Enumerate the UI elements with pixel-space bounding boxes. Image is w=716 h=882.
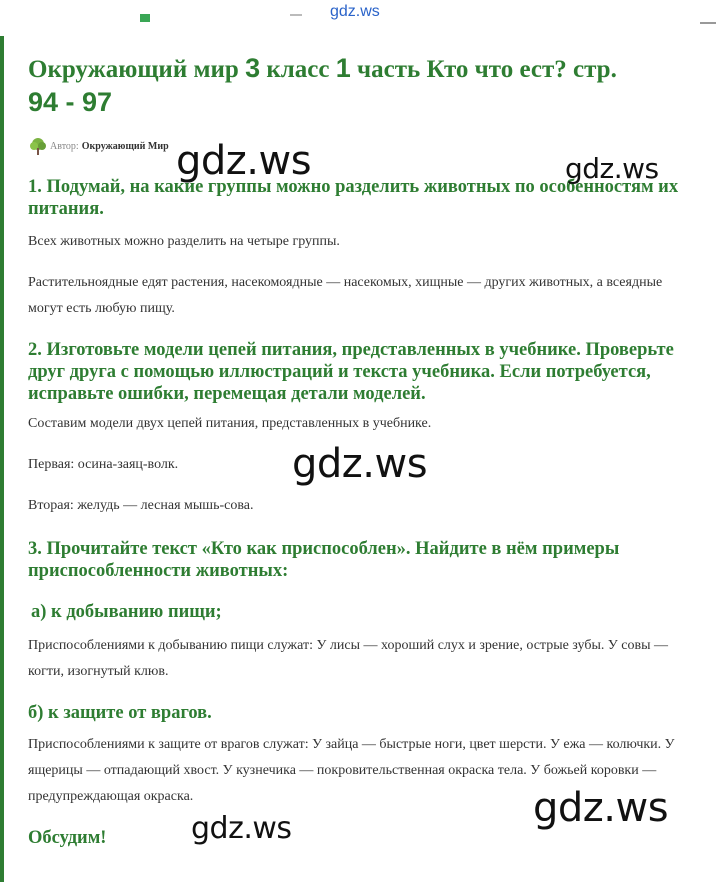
q2-text-2: Первая: осина-заяц-волк. [28,457,179,472]
tree-icon [28,136,48,156]
author-name[interactable]: Окружающий Мир [81,140,169,152]
q3-heading: 3. Прочитайте текст «Кто как приспособлен». Найдите в нём примеры приспособленности животных: [28,539,620,581]
q1-text-1: Всех животных можно разделить на четыре группы. [28,234,340,249]
q2-heading: 2. Изготовьте модели цепей питания, представленных в учебнике. Проверьте друг друга с помощью иллюстраций и текста учебника. Если потребуется, исправьте ошибки, перемещая детали моделей. [28,340,674,404]
q3-text-b: Приспособлениями к защите от врагов служат: У зайца — быстрые ноги, цвет шерсти. У ежа — колючки. У ящерицы — отпадающий хвост. У кузнечика — покровительственная окраска тела. У божьей коровки — предупреждающая окраска. [28,737,675,804]
q3-sub-a: а) к добыванию пищи; [31,602,222,622]
author-label: Автор: [50,140,79,152]
top-strip [0,0,716,30]
watermark: gdz.ws [292,441,428,487]
page-title: Окружающий мир 3 класс 1 часть Кто что ест? стр. 94 - 97 [28,53,617,117]
watermark: gdz.ws [565,152,659,185]
watermark: gdz.ws [176,138,312,184]
discuss-heading: Обсудим! [28,828,107,848]
watermark: gdz.ws [533,785,669,831]
left-accent-bar [0,36,4,882]
top-accent-mid [290,14,302,16]
q2-text-1: Составим модели двух цепей питания, представленных в учебнике. [28,416,432,431]
q2-text-3: Вторая: желудь — лесная мышь-сова. [28,498,254,513]
q3-sub-b: б) к защите от врагов. [28,703,212,723]
q1-text-2: Растительноядные едят растения, насекомоядные — насекомых, хищные — других животных, а всеядные могут есть любую пищу. [28,275,663,316]
q3-text-a: Приспособлениями к добыванию пищи служат: У лисы — хороший слух и зрение, острые зубы. У совы — когти, изогнутый клюв. [28,638,669,679]
q1-heading: 1. Подумай, на какие группы можно разделить животных по особенностям их питания. [28,177,679,219]
top-accent-right [700,22,716,24]
watermark: gdz.ws [191,811,292,846]
top-watermark: gdz.ws [330,3,380,20]
top-accent-left [140,14,150,22]
